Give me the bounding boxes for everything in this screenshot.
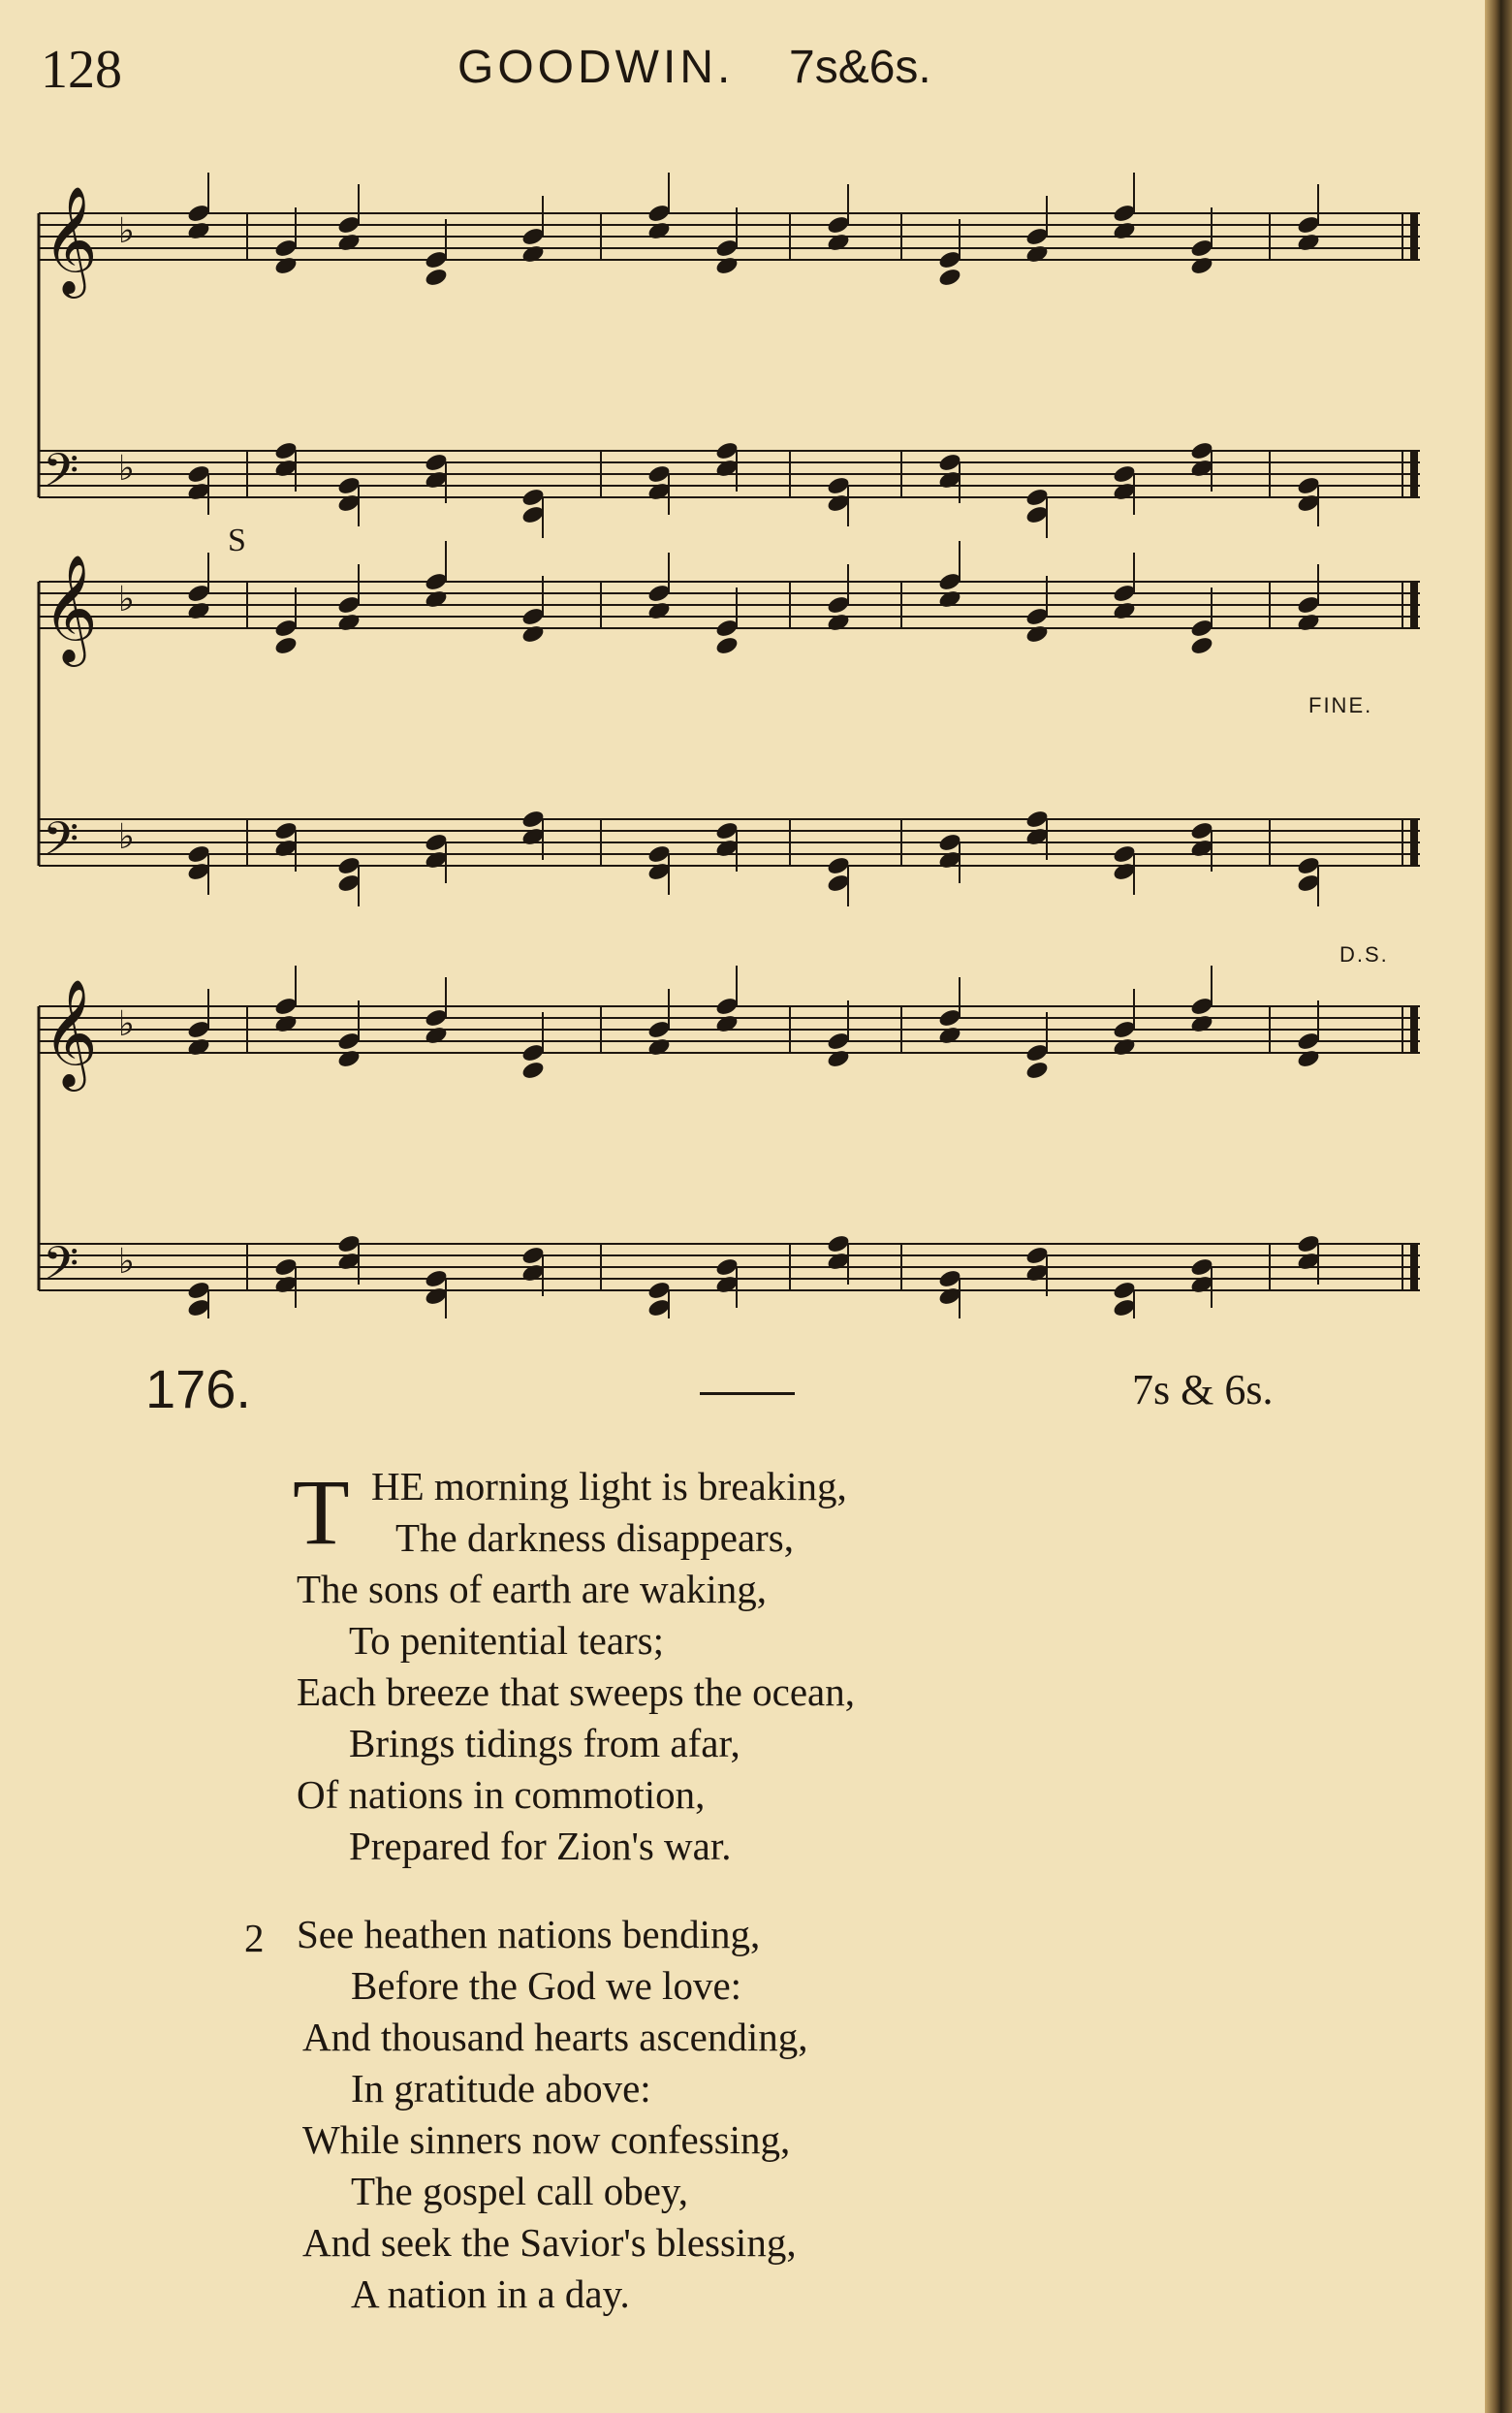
- note-head: [1296, 232, 1321, 253]
- stanza-line: Each breeze that sweeps the ocean,: [297, 1669, 855, 1714]
- stanza-line: The darkness disappears,: [395, 1515, 795, 1560]
- stanza-line: Prepared for Zion's war.: [349, 1824, 732, 1868]
- note-head: [937, 267, 962, 288]
- heading-dash: [700, 1392, 795, 1395]
- note-head: [1112, 220, 1137, 241]
- page-header: [41, 39, 1456, 100]
- stanza-line: And seek the Savior's blessing,: [302, 2220, 797, 2265]
- hymn-number: 176.: [145, 1358, 251, 1419]
- treble-clef-icon: 𝄞: [43, 978, 98, 1087]
- bass-clef-icon: 𝄢: [43, 443, 79, 509]
- stanza-line: To penitential tears;: [349, 1618, 665, 1663]
- stanza-line: Of nations in commotion,: [297, 1772, 706, 1817]
- fine-marking: FINE.: [1308, 693, 1373, 717]
- treble-clef-icon: 𝄞: [43, 185, 98, 294]
- note-head: [1112, 600, 1137, 621]
- note-head: [1189, 635, 1214, 656]
- note-head: [1189, 1013, 1214, 1034]
- note-head: [646, 1036, 672, 1058]
- stanza-line: The sons of earth are waking,: [297, 1567, 767, 1611]
- music-score: [29, 126, 1425, 1323]
- staff-systems: [39, 173, 1420, 1318]
- note-head: [186, 1036, 211, 1058]
- note-head: [520, 1060, 546, 1081]
- note-head: [937, 1025, 962, 1046]
- flat-icon: ♭: [118, 211, 135, 251]
- hymn-heading: [0, 1357, 1454, 1425]
- stanza-line: And thousand hearts ascending,: [302, 2015, 808, 2059]
- note-head: [1024, 623, 1050, 645]
- flat-icon: ♭: [118, 1242, 135, 1282]
- stanza-line: Brings tidings from afar,: [349, 1721, 740, 1765]
- stanza-line: Before the God we love:: [351, 1963, 742, 2008]
- note-head: [714, 635, 740, 656]
- final-bar: [1410, 451, 1418, 497]
- note-head: [336, 612, 362, 633]
- note-head: [424, 267, 449, 288]
- stanza-line: In gratitude above:: [351, 2066, 651, 2111]
- stanza-line: While sinners now confessing,: [302, 2117, 791, 2162]
- note-head: [826, 1048, 851, 1069]
- note-head: [273, 255, 299, 276]
- tune-meter: 7s&6s.: [789, 42, 931, 93]
- note-head: [1296, 1048, 1321, 1069]
- note-head: [646, 600, 672, 621]
- page-number: 128: [41, 40, 122, 100]
- note-head: [424, 588, 449, 610]
- final-bar: [1410, 213, 1418, 260]
- note-head: [273, 635, 299, 656]
- note-head: [520, 243, 546, 265]
- note-head: [336, 232, 362, 253]
- hymn-meter: 7s & 6s.: [1132, 1366, 1274, 1413]
- final-bar: [1410, 582, 1418, 628]
- note-head: [826, 612, 851, 633]
- note-head: [1189, 255, 1214, 276]
- flat-icon: ♭: [118, 449, 135, 489]
- note-head: [273, 1013, 299, 1034]
- note-head: [186, 600, 211, 621]
- final-bar: [1410, 819, 1418, 866]
- note-head: [336, 1048, 362, 1069]
- note-head: [826, 232, 851, 253]
- stanza-line: HE morning light is breaking,: [371, 1464, 847, 1508]
- note-head: [1296, 612, 1321, 633]
- stanza-line: A nation in a day.: [351, 2271, 630, 2316]
- note-head: [937, 588, 962, 610]
- tune-title: GOODWIN.: [457, 42, 735, 93]
- note-head: [520, 623, 546, 645]
- final-bar: [1410, 1006, 1418, 1053]
- segno-mark: S: [228, 523, 248, 558]
- music-score-svg: [29, 126, 1425, 1318]
- flat-icon: ♭: [118, 580, 135, 619]
- stanza-line: The gospel call obey,: [351, 2169, 688, 2213]
- note-head: [714, 1013, 740, 1034]
- note-head: [646, 220, 672, 241]
- final-bar: [1410, 1244, 1418, 1290]
- ds-marking: D.S.: [1339, 942, 1389, 967]
- note-head: [1112, 1036, 1137, 1058]
- flat-icon: ♭: [118, 1004, 135, 1044]
- stanza-number: 2: [244, 1916, 265, 1960]
- stanza-line: See heathen nations bending,: [297, 1912, 761, 1956]
- note-head: [1024, 243, 1050, 265]
- note-head: [1024, 1060, 1050, 1081]
- note-head: [186, 220, 211, 241]
- note-head: [714, 255, 740, 276]
- book-spine-edge: [1485, 0, 1512, 2413]
- note-head: [424, 1025, 449, 1046]
- drop-cap: T: [293, 1460, 350, 1564]
- flat-icon: ♭: [118, 817, 135, 857]
- bass-clef-icon: 𝄢: [43, 1236, 79, 1302]
- treble-clef-icon: 𝄞: [43, 554, 98, 662]
- bass-clef-icon: 𝄢: [43, 811, 79, 877]
